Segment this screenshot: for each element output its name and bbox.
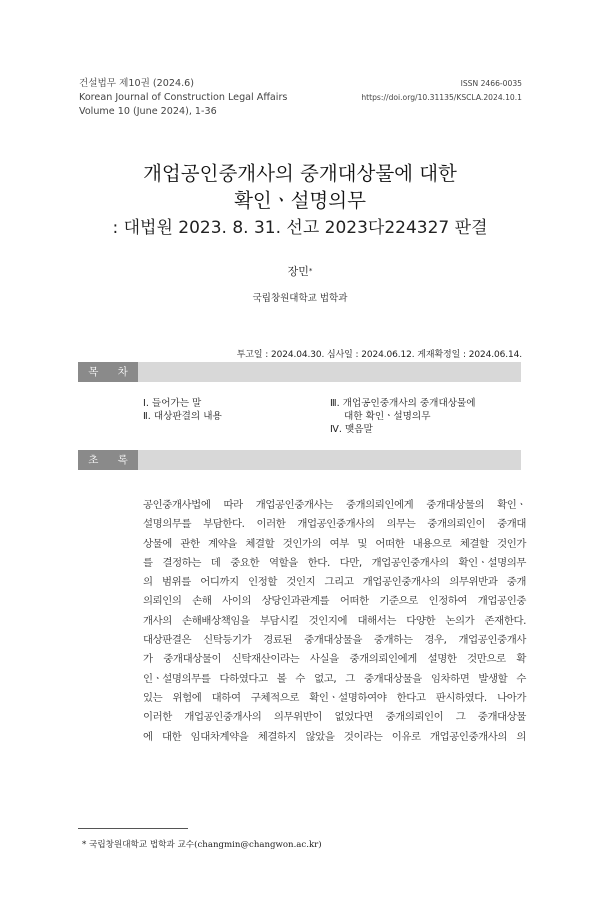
toc-header-bar [78,362,521,382]
abstract-body [143,496,526,747]
abstract-line: 를 결정하는 데 중요한 역할을 한다. 다만, 개업공인중개사의 확인ㆍ설명의무 [143,556,526,569]
toc-item-3-continued[interactable]: 대한 확인ㆍ설명의무 [344,411,431,422]
abstract-line: 이러한 개업공인중개사의 의무위반이 없었다면 중개의뢰인이 그 중개대상물 [143,711,526,724]
abstract-line: 인ㆍ설명의무를 다하였다고 볼 수 없고, 그 중개대상물을 임차하면 발생할 수 [143,672,526,685]
toc-right-column [330,397,476,436]
author-name: 장민 [287,265,309,278]
article-title [0,160,600,239]
journal-name-ko: 건설법무 제10권 (2024.6) [79,78,194,89]
journal-name-en: Korean Journal of Construction Legal Affairs [79,92,288,103]
abstract-line: 의뢰인의 손해 사이의 상당인과관계를 어떠한 기준으로 인정하여 개업공인중 [143,595,526,608]
footnote-text: 국립창원대학교 법학과 교수(changmin@changwon.ac.kr) [89,840,322,850]
toc-label: 목 차 [78,362,138,382]
abstract-header-bar [78,450,521,470]
abstract-line: 설명의무를 부담한다. 이러한 개업공인중개사의 의무는 중개의뢰인이 중개대 [143,518,526,531]
author [0,263,600,279]
submission-dates: 투고일 : 2024.04.30. 심사일 : 2024.06.12. 게재확정일 : 2024.06.14. [236,350,522,360]
abstract-line: 가 중개대상물이 신탁재산이라는 사실을 중개의뢰인에게 설명한 것만으로 확 [143,653,526,666]
toc-item-1[interactable]: Ⅰ. 들어가는 말 [143,398,202,409]
toc-item-4[interactable]: Ⅳ. 맺음말 [330,424,373,435]
footnote-mark: * [82,840,87,850]
title-line-1: 개업공인중개사의 중개대상물에 대한 [143,162,457,185]
author-footnote-mark: * [308,267,313,275]
footnote-divider [78,828,188,829]
abstract-line: 공인중개사법에 따라 개업공인중개사는 중개의뢰인에게 중개대상물의 확인ㆍ [143,499,526,511]
title-line-2: 확인ㆍ설명의무 [234,189,366,212]
abstract-line: 있는 위험에 대하여 구체적으로 확인ㆍ설명하여야 한다고 판시하였다. 나아가 [143,691,526,704]
abstract-line: 의 범위를 어디까지 인정할 것인지 그리고 개업공인중개사의 의무위반과 중개 [143,576,526,589]
issn: ISSN 2466-0035 [460,79,522,88]
abstract-line: 에 대한 임대차계약을 체결하지 않았을 것이라는 이유로 개업공인중개사의 의 [143,730,526,743]
toc-item-2[interactable]: Ⅱ. 대상판결의 내용 [143,411,222,422]
toc-item-3[interactable]: Ⅲ. 개업공인중개사의 중개대상물에 [330,398,476,409]
abstract-line: 개사의 손해배상책임을 부담시킬 것인지에 대해서는 다양한 논의가 존재한다. [143,614,526,627]
journal-info [79,77,287,119]
issn-info [361,77,522,105]
abstract-line: 상물에 관한 계약을 체결할 것인가의 여부 및 어떠한 내용으로 체결할 것인가 [143,537,526,550]
doi-link[interactable]: https://doi.org/10.31135/KSCLA.2024.10.1 [361,93,522,102]
footnote [82,838,322,850]
abstract-label: 초 록 [78,450,138,470]
article-subtitle: : 대법원 2023. 8. 31. 선고 2023다224327 판결 [112,218,488,238]
author-affiliation: 국립창원대학교 법학과 [252,293,348,304]
toc-left-column [143,397,222,423]
journal-volume: Volume 10 (June 2024), 1-36 [79,106,217,117]
abstract-line: 대상판결은 신탁등기가 경료된 중개대상물을 중개하는 경우, 개업공인중개사 [143,634,526,647]
